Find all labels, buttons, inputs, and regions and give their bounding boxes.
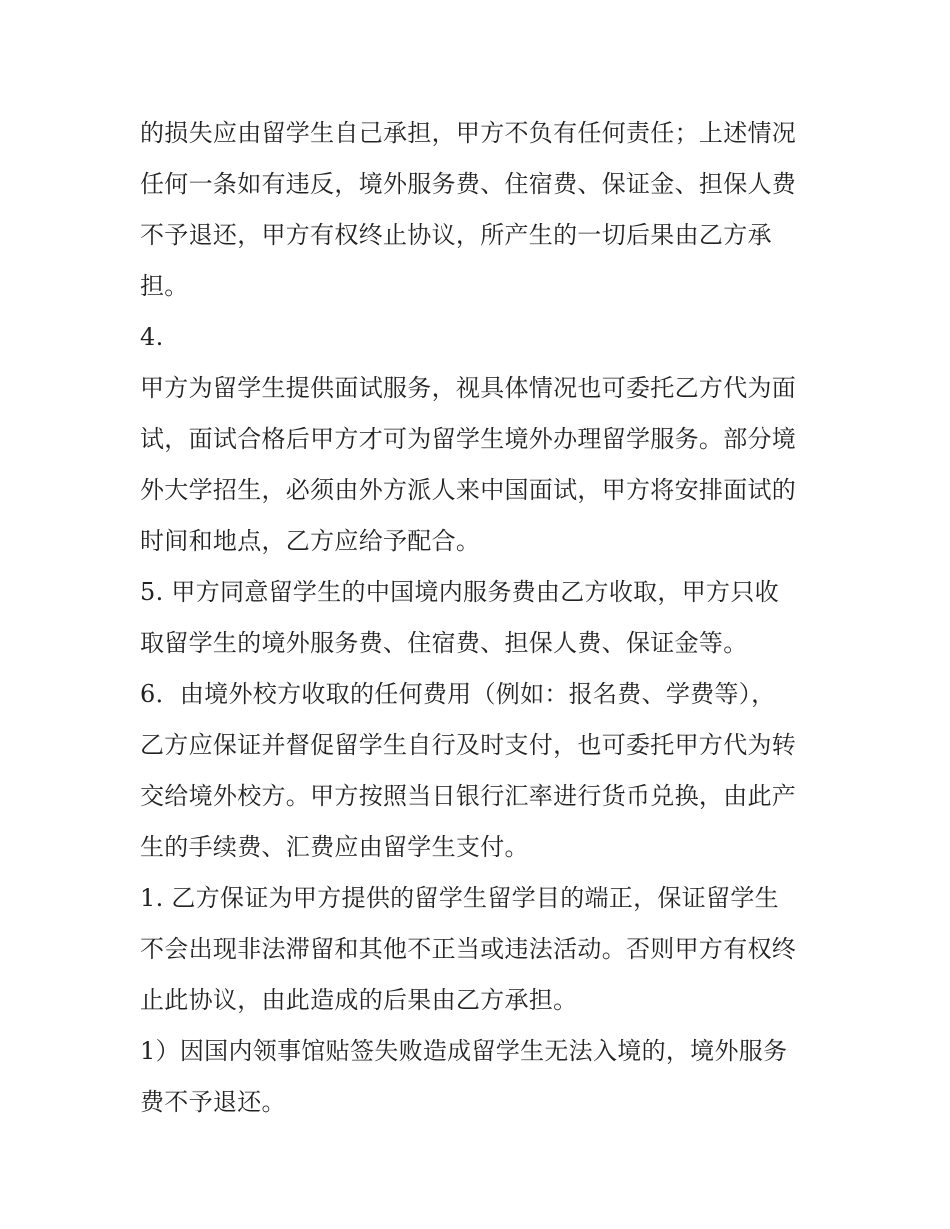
text-line: 止此协议，由此造成的后果由乙方承担。 xyxy=(140,986,578,1014)
text-line: 不予退还，甲方有权终止协议，所产生的一切后果由乙方承 xyxy=(140,221,772,249)
text-line: 时间和地点，乙方应给予配合。 xyxy=(140,527,481,555)
text-line: 外大学招生，必须由外方派人来中国面试，甲方将安排面试的 xyxy=(140,476,797,504)
text-line: 6．由境外校方收取的任何费用（例如：报名费、学费等）， xyxy=(140,680,776,708)
text-line: 不会出现非法滞留和其他不正当或违法活动。否则甲方有权终 xyxy=(140,935,797,963)
text-line: 1）因国内领事馆贴签失败造成留学生无法入境的，境外服务 xyxy=(140,1037,788,1065)
text-line: 的损失应由留学生自己承担，甲方不负有任何责任；上述情况 xyxy=(140,119,797,147)
text-line: 4. xyxy=(140,323,164,351)
text-line: 交给境外校方。甲方按照当日银行汇率进行货币兑换，由此产 xyxy=(140,782,797,810)
text-line: 1. 乙方保证为甲方提供的留学生留学目的端正，保证留学生 xyxy=(140,884,779,912)
text-line: 甲方为留学生提供面试服务，视具体情况也可委托乙方代为面 xyxy=(140,374,797,402)
text-line: 试，面试合格后甲方才可为留学生境外办理留学服务。部分境 xyxy=(140,425,797,453)
text-line: 5. 甲方同意留学生的中国境内服务费由乙方收取，甲方只收 xyxy=(140,578,779,606)
text-line: 担。 xyxy=(140,272,189,300)
text-line: 取留学生的境外服务费、住宿费、担保人费、保证金等。 xyxy=(140,629,748,657)
document-body xyxy=(140,108,820,1128)
text-line: 费不予退还。 xyxy=(140,1088,286,1116)
text-line: 任何一条如有违反，境外服务费、住宿费、保证金、担保人费 xyxy=(140,170,797,198)
text-line: 生的手续费、汇费应由留学生支付。 xyxy=(140,833,529,861)
text-line: 乙方应保证并督促留学生自行及时支付，也可委托甲方代为转 xyxy=(140,731,797,759)
